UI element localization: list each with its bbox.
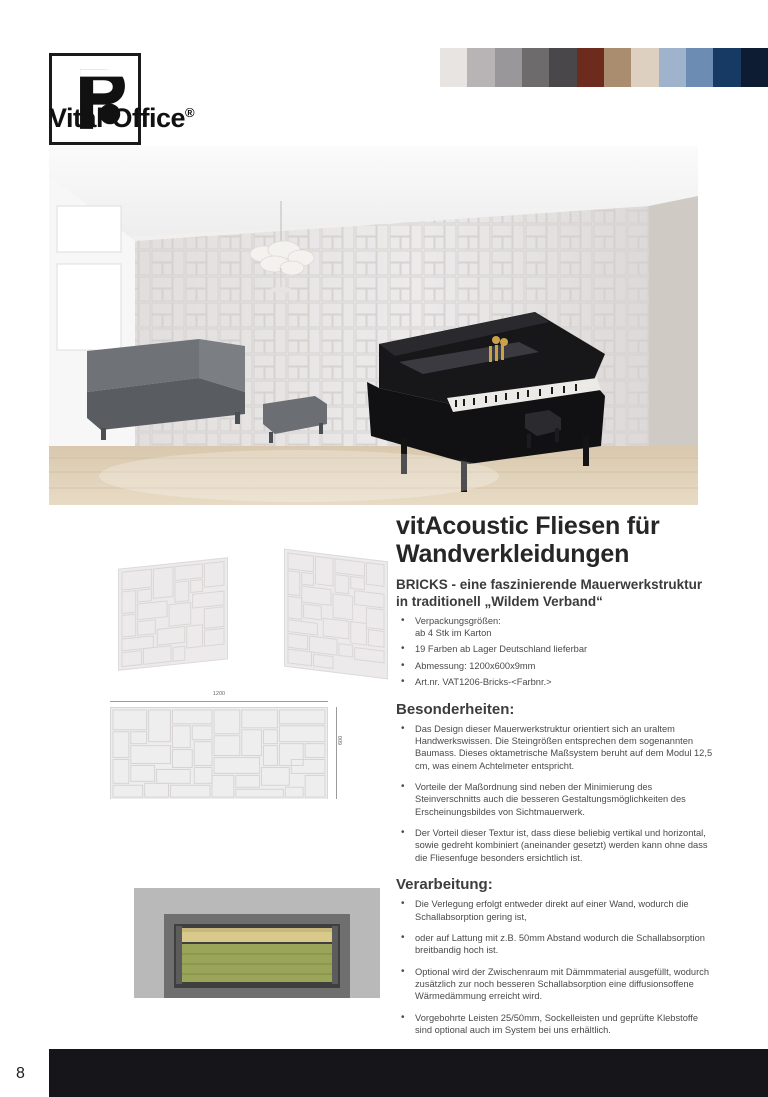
processing-item: • Vorgebohrte Leisten 25/50mm, Sockelleisten und geprüfte Klebstoffe sind optional auch im System bei uns erhältlich. xyxy=(396,1012,714,1037)
tile-dimension-rect xyxy=(110,707,328,799)
specs-list xyxy=(396,615,714,689)
color-swatch-2 xyxy=(495,48,522,87)
color-swatch-4 xyxy=(549,48,576,87)
brick-texture-icon xyxy=(111,708,327,799)
color-swatch-6 xyxy=(604,48,631,87)
processing-item: • oder auf Lattung mit z.B. 50mm Abstand wodurch die Schallabsorption breitbandig hoch ist. xyxy=(396,932,714,957)
processing-list xyxy=(396,898,714,1036)
color-swatch-8 xyxy=(659,48,686,87)
dimension-line-horizontal xyxy=(110,701,328,702)
color-swatch-5 xyxy=(577,48,604,87)
color-swatch-strip xyxy=(440,48,768,87)
tile-panel-right xyxy=(284,549,388,680)
color-swatch-10 xyxy=(713,48,740,87)
page-subtitle: BRICKS - eine faszinierende Mauerwerkstruktur in traditionell „Wildem Verband“ xyxy=(396,577,703,609)
spec-item: • Art.nr. VAT1206-Bricks-<Farbnr.> xyxy=(396,676,714,688)
tile-panel-left xyxy=(118,557,228,671)
tile-dimension-drawing xyxy=(88,691,388,813)
article-content xyxy=(396,512,714,1045)
color-swatch-7 xyxy=(631,48,658,87)
spec-item: • Abmessung: 1200x600x9mm xyxy=(396,660,714,672)
feature-item: • Das Design dieser Mauerwerkstruktur orientiert sich an uraltem Handwerkswissen. Die Steingrößen entsprechen dem sogenannten Baumass. Dieses oktametrische Maßsystem beruht auf dem Modul 12,5 cm, was einem Achtelmeter entspricht. xyxy=(396,723,714,772)
dimension-label-width: 1200 xyxy=(212,691,226,697)
color-swatch-9 xyxy=(686,48,713,87)
color-swatch-3 xyxy=(522,48,549,87)
feature-item: • Vorteile der Maßordnung sind neben der Minimierung des Steinverschnitts auch die besseren Gestaltungsmöglichkeiten des Erscheinungsbildes von Sichtmauerwerk. xyxy=(396,781,714,818)
dimension-line-vertical xyxy=(336,707,337,799)
wall-section-drawing xyxy=(130,884,384,1002)
hero-room-image xyxy=(49,146,698,505)
spec-item: • Verpackungsgrößen: ab 4 Stk im Karton xyxy=(396,615,714,640)
page-number: 8 xyxy=(16,1065,25,1082)
logo-wordmark xyxy=(49,103,279,134)
brick-texture-icon xyxy=(285,550,387,678)
hero-room-illustration xyxy=(49,146,698,505)
features-list xyxy=(396,723,714,865)
feature-item: • Der Vorteil dieser Textur ist, dass diese beliebig vertikal und horizontal, sowie gedreht kombiniert (aneinander gesetzt) werden kann ohne dass die Fliesenfuge besonders ersichtlich ist. xyxy=(396,827,714,864)
logo-registered-mark: ® xyxy=(185,105,195,120)
brick-texture-icon xyxy=(119,558,227,669)
wall-cross-section-illustration xyxy=(130,884,384,1002)
tile-panels-illustration xyxy=(118,555,388,675)
logo-wordmark-text: Vital-Office xyxy=(49,103,186,133)
processing-item: • Optional wird der Zwischenraum mit Dämmmaterial ausgefüllt, wodurch zusätzlich zur noch besseren Schallabsorption eine diffusionsoffene Wärmedämmung erreicht wird. xyxy=(396,966,714,1003)
color-swatch-11 xyxy=(741,48,768,87)
page-title: vitAcoustic Fliesen für Wandverkleidungen xyxy=(396,512,660,568)
footer-bar xyxy=(49,1049,768,1097)
processing-item: • Die Verlegung erfolgt entweder direkt auf einer Wand, wodurch die Schallabsorption gering ist, xyxy=(396,898,714,923)
dimension-label-height: 600 xyxy=(338,735,344,745)
color-swatch-0 xyxy=(440,48,467,87)
processing-heading: Verarbeitung: xyxy=(396,876,493,894)
spec-item: • 19 Farben ab Lager Deutschland lieferbar xyxy=(396,643,714,655)
features-heading: Besonderheiten: xyxy=(396,700,515,718)
color-swatch-1 xyxy=(467,48,494,87)
